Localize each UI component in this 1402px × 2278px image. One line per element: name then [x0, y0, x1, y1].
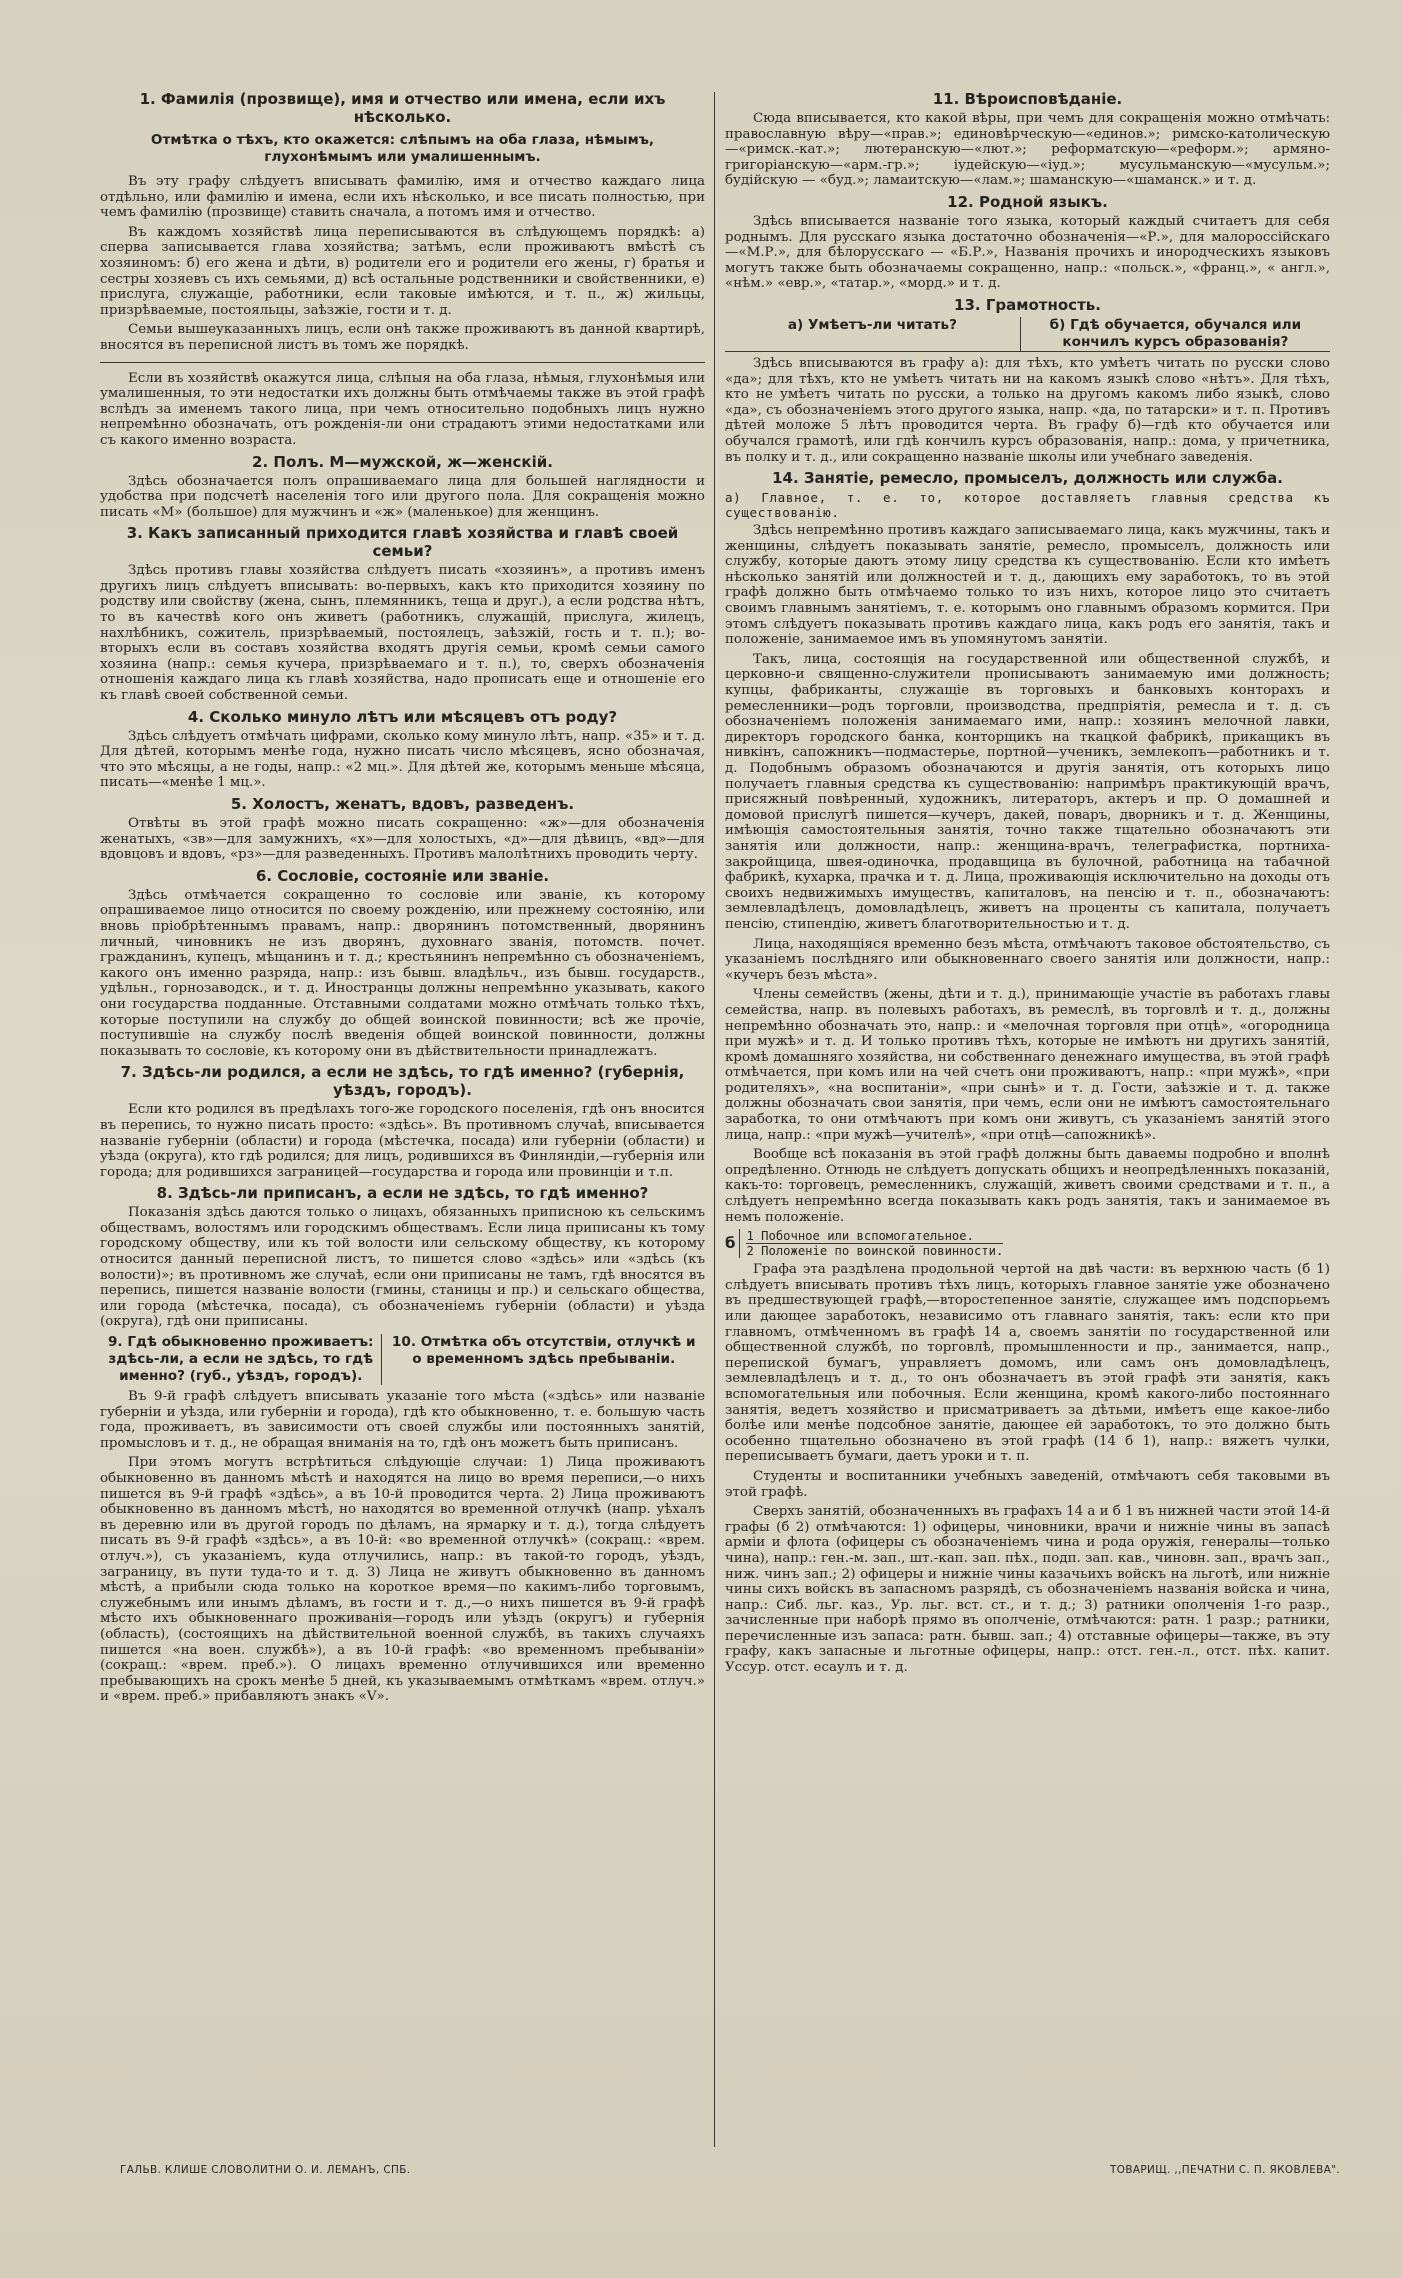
section-6-paragraph: Здѣсь отмѣчается сокращенно то сословіе или званіе, къ которому опрашиваемое лицо относится по своему рожденію, или прежнему состоянію, или вновь пріобрѣтеннымъ правамъ, напр.: дворянинъ потомственный, дворянинъ личный, чиновникъ не изъ дворянъ, духовнаго званія, потомств. почет. гражданинъ, купецъ, мѣщанинъ и т. д.; крестьянинъ непремѣнно съ обозначеніемъ, какого онъ именно разряда, напр.: изъ бывш. владѣльч., изъ бывш. государств., удѣльн., горнозаводск., и т. д. Иностранцы должны непремѣнно указывать, какого они государства подданные. Отставными солдатами можно отмѣчать только тѣхъ, которые поступили на службу до общей воинской повинности; всѣ же прочіе, поступившіе на службу послѣ введенія общей воинской повинности, должны показывать то сословіе, къ которому они въ дѣйствительности принадлежатъ. — [100, 887, 705, 1059]
divider-line — [100, 362, 705, 363]
section-1-paragraph: Въ каждомъ хозяйствѣ лица переписываются въ слѣдующемъ порядкѣ: а) сперва записывается глава хозяйства; затѣмъ, если проживаютъ вмѣстѣ съ хозяиномъ: б) его жена и дѣти, в) родители его и родители его жены, г) братья и сестры хозяевъ съ ихъ семьями, д) всѣ остальные родственники и свойственники, е) прислуга, служащіе, работники, если таковые имѣются, и т. п., ж) жильцы, призрѣваемые, постояльцы, заѣзжіе, гости и т. д. — [100, 224, 705, 318]
section-1-note: Отмѣтка о тѣхъ, кто окажется: слѣпымъ на оба глаза, нѣмымъ, глухонѣмымъ или умалишеннымъ. — [150, 132, 655, 165]
right-column — [725, 88, 1330, 1680]
section-13b-title: б) Гдѣ обучается, обучался или кончилъ курсъ образованія? — [1020, 317, 1330, 352]
section-14-paragraph: Графа эта раздѣлена продольной чертой на двѣ части: въ верхнюю часть (б 1) слѣдуетъ вписывать противъ тѣхъ лицъ, которыхъ главное занятіе уже обозначено въ предшествующей графѣ,—второстепенное занятіе, служащее имъ подспорьемъ или дающее заработокъ, независимо отъ главнаго занятія, такъ: если кто при главномъ, отмѣченномъ въ графѣ 14 а, своемъ занятіи по государственной или общественной службѣ, по торговлѣ, промышленности и пр., занимается, напр., перепиской бумагъ, управляетъ домомъ, или самъ онъ домовладѣлецъ, землевладѣлецъ и т. д., то онъ обозначаетъ въ этой графѣ эти занятія, какъ вспомогательныя или побочныя. Если женщина, кромѣ какого-либо постояннаго занятія, ведетъ хозяйство и присматриваетъ за дѣтьми, имѣетъ еще какое-либо болѣе или менѣе подсобное занятіе, дающее ей заработокъ, то это должно быть особенно тщательно обозначено въ этой графѣ (14 б 1), напр.: вяжетъ чулки, переписываетъ бумаги, даетъ уроки и т. п. — [725, 1262, 1330, 1465]
section-3-paragraph: Здѣсь противъ главы хозяйства слѣдуетъ писать «хозяинъ», а противъ именъ другихъ лицъ слѣдуетъ вписывать: во-первыхъ, какъ кто приходится хозяину по родству или свойству (жена, сынъ, племянникъ, теща и друг.), а если родства нѣтъ, то въ качествѣ кого онъ живетъ (работникъ, служащій, прислуга, жилецъ, нахлѣбникъ, сожитель, призрѣваемый, постоялецъ, заѣзжій, гость и т. п.); во-вторыхъ если въ составъ хозяйства входятъ другія семьи, кромѣ семьи самого хозяина (напр.: семья кучера, призрѣваемаго и т. п.), то, сверхъ обозначенія отношенія каждаго лица къ главѣ хозяйства, надо прописать еще и отношеніе его къ главѣ своей собственной семьи. — [100, 563, 705, 704]
section-9-paragraph: Въ 9-й графѣ слѣдуетъ вписывать указаніе того мѣста («здѣсь» или названіе губерніи и уѣзда, или губерніи и города), гдѣ кто обыкновенно, т. е. большую часть года, проживаетъ, въ зависимости отъ своей службы или постоянныхъ занятій, промысловъ и т. д., не обращая вниманія на то, гдѣ онъ можетъ быть приписанъ. — [100, 1389, 705, 1451]
section-9-paragraph: При этомъ могутъ встрѣтиться слѣдующіе случаи: 1) Лица проживаютъ обыкновенно въ данномъ мѣстѣ и находятся на лицо во время переписи,—о нихъ пишется въ 9-й графѣ «здѣсь», а въ 10-й проводится черта. 2) Лица проживаютъ обыкновенно въ данномъ мѣстѣ, но находятся во временной отлучкѣ (напр. уѣхалъ въ деревню или въ другой городъ по дѣламъ, на ярмарку и т. д.), тогда слѣдуетъ писать въ 9-й графѣ «здѣсь», а въ 10-й: «во временной отлучкѣ» (сокращ.: «врем. отлуч.»), съ указаніемъ, куда отлучились, напр.: въ такой-то городъ, уѣздъ, заграницу, въ пути туда-то и т. д. 3) Лица не живутъ обыкновенно въ данномъ мѣстѣ, а прибыли сюда только на короткое время—по какимъ-либо торговымъ, служебнымъ или инымъ дѣламъ, въ гости и т. д.,—о нихъ пишется въ 9-й графѣ мѣсто ихъ обыкновеннаго проживанія—городъ или уѣздъ (округъ) и губернія (область), (состоящихъ на дѣйствительной военной службѣ, въ такихъ случаяхъ пишется «на воен. службѣ»), а въ 10-й графѣ: «во временномъ пребываніи» (сокращ.: «врем. преб.»). О лицахъ временно отлучившихся или временно пребывающихъ на срокъ менѣе 5 дней, къ указываемымъ отмѣткамъ «врем. отлуч.» и «врем. преб.» прибавляютъ знакъ «V». — [100, 1455, 705, 1705]
section-14b1-title: 1 Побочное или вспомогательное. — [746, 1229, 1003, 1244]
section-5-title: 5. Холостъ, женатъ, вдовъ, разведенъ. — [230, 795, 575, 813]
section-14-paragraph: Члены семействъ (жены, дѣти и т. д.), принимающіе участіе въ работахъ главы семейства, напр. въ полевыхъ работахъ, въ ремеслѣ, въ торговлѣ и т. д., должны непремѣнно обозначать это, напр.: и «мелочная торговля при отцѣ», «огородница при мужѣ» и т. д. И только противъ тѣхъ, которые не имѣютъ ни другихъ занятій, кромѣ домашняго хозяйства, ни собственнаго денежнаго имущества, въ этой графѣ отмѣчается, при комъ или на чей счетъ они проживаютъ, напр.: «при мужѣ», «при родителяхъ», «на воспитаніи», «при сынѣ» и т. д. Гости, заѣзжіе и т. д. также должны обозначать свои занятія, при чемъ, если они не имѣютъ самостоятельнаго заработка, то они отмѣчаютъ при комъ они живутъ, съ указаніемъ занятій этого лица, напр.: «при мужѣ—учителѣ», «при отцѣ—сапожникѣ». — [725, 987, 1330, 1143]
section-14-paragraph: Вообще всѣ показанія въ этой графѣ должны быть даваемы подробно и вполнѣ опредѣленно. Отнюдь не слѣдуетъ допускать общихъ и неопредѣленныхъ показаній, какъ-то: торговецъ, ремесленникъ, служащій, живетъ своими средствами и т. п., а слѣдуетъ непремѣнно всегда показывать какъ родъ занятія, такъ и занимаемое въ немъ положеніе. — [725, 1147, 1330, 1225]
section-2-title: 2. Полъ. М—мужской, ж—женскій. — [252, 452, 553, 471]
section-3-title: 3. Какъ записанный приходится главѣ хозяйства и главѣ своей семьи? — [126, 524, 679, 561]
section-13a-title: а) Умѣетъ-ли читать? — [725, 317, 1020, 352]
section-12-paragraph: Здѣсь вписывается названіе того языка, который каждый считаетъ для себя роднымъ. Для русскаго языка достаточно обозначенія—«Р.», для малороссійскаго—«М.Р.», для бѣлорусскаго — «Б.Р.», Названія прочихъ и инородческихъ языковъ могутъ также быть обозначаемы сокращенно, напр.: «польск.», «франц.», « англ.», «нѣм.» «евр.», «татар.», «морд.» и т. д. — [725, 213, 1330, 292]
section-14-paragraph: Такъ, лица, состоящія на государственной или общественной службѣ, и церковно-и священно-служители прописываютъ занимаемую ими должность; купцы, фабриканты, служащіе въ торговыхъ и банковыхъ конторахъ и ремесленники—родъ торговли, производства, предпріятія, ремесла и т. д. съ обозначеніемъ положенія занимаемаго ими, напр.: хозяинъ мелочной лавки, директоръ городского банка, конторщикъ на ткацкой фабрикѣ, прикащикъ въ нивкінъ, сапожникъ—подмастерье, портной—ученикъ, землекопъ—работникъ и т. д. Подобнымъ образомъ обозначаются и другія занятія, отъ которыхъ лицо получаетъ главныя средства къ существованію: напримѣръ практикующій врачъ, присяжный повѣренный, художникъ, литераторъ, актеръ и пр. О домашней и домовой прислугѣ пишется—кучеръ, дакей, поваръ, дворникъ и т. д. Женщины, имѣющія самостоятельныя занятія, точно также тщательно обозначаютъ эти занятія или должности, напр.: женщина-врачъ, телеграфистка, портниха-закройщица, швея-одиночка, продавщица въ булочной, работница на табачной фабрикѣ, кухарка, прачка и т. д. Лица, проживающія исключительно на доходы отъ своихъ недвижимыхъ имуществъ, капиталовъ, на пенсію и т. п., обозначаютъ: землевладѣлецъ, домовладѣлецъ, живетъ на проценты съ капитала, получаетъ пенсію, стипендію, живетъ благотворительностью и т. д. — [725, 651, 1330, 932]
section-13-title: 13. Грамотность. — [954, 295, 1101, 314]
printer-credit-right: ТОВАРИЩ. ,,ПЕЧАТНИ С. П. ЯКОВЛЕВА". — [1110, 2164, 1341, 2176]
section-14-paragraph: Сверхъ занятій, обозначенныхъ въ графахъ 14 а и б 1 въ нижней части этой 14-й графы (б 2) отмѣчаются: 1) офицеры, чиновники, врачи и нижніе чины въ запасѣ арміи и флота (офицеры съ обозначеніемъ чина и рода оружія, генералы—только чина), напр.: ген.-м. зап., шт.-кап. зап. пѣх., подп. зап. кав., чиновн. зап., врачъ зап., ниж. чинъ зап.; 2) офицеры и нижніе чины казачьихъ войскъ на льготѣ, или нижніе чины сихъ войскъ въ запасномъ разрядѣ, съ обозначеніемъ названія войска и чина, напр.: Сиб. льг. каз., Ур. льг. вст. ст., и т. д.; 3) ратники ополченія 1-го разр., зачисленные при наборѣ прямо въ ополченіе, отмѣчаются: ратн. 1 разр.; ратники, перечисленные изъ запаса: ратн. бывш. зап.; 4) отставные офицеры—также, въ эту графу, какъ запасные и льготные офицеры, напр.: отст. ген.-л., отст. пѣх. капит. Уссур. отст. есаулъ и т. д. — [725, 1504, 1330, 1676]
section-14-paragraph: Лица, находящіяся временно безъ мѣста, отмѣчаютъ таковое обстоятельство, съ указаніемъ послѣдняго или обыкновеннаго своего занятія или должности, напр.: «кучеръ безъ мѣста». — [725, 936, 1330, 983]
section-1-paragraph: Въ эту графу слѣдуетъ вписывать фамилію, имя и отчество каждаго лица отдѣльно, или фамилію и имена, если ихъ нѣсколько, и все писать полностью, при чемъ фамилію (прозвище) ставить сначала, а потомъ имя и отчество. — [100, 174, 705, 221]
section-8-title: 8. Здѣсь-ли приписанъ, а если не здѣсь, то гдѣ именно? — [156, 1184, 649, 1203]
section-14a-subtitle: а) Главное, т. е. то, которое доставляетъ главныя средства къ существованію. — [725, 490, 1330, 521]
section-1-title: 1. Фамилія (прозвище), имя и отчество или имена, если ихъ нѣсколько. — [139, 90, 666, 126]
section-6-title: 6. Сословіе, состояніе или званіе. — [255, 866, 550, 885]
section-1-paragraph: Если въ хозяйствѣ окажутся лица, слѣпыя на оба глаза, нѣмыя, глухонѣмыя или умалишенныя, то эти недостатки ихъ должны быть отмѣчаемы также въ этой графѣ вслѣдъ за именемъ такого лица, при чемъ относительно подобныхъ лицъ нужно непремѣнно обозначать, отъ рожденія-ли они страдаютъ этими недостатками или съ какого именно возраста. — [100, 370, 705, 448]
section-4-title: 4. Сколько минуло лѣтъ или мѣсяцевъ отъ роду? — [187, 707, 618, 726]
section-13-subheaders — [725, 317, 1330, 352]
section-8-paragraph: Показанія здѣсь даются только о лицахъ, обязанныхъ приписною къ сельскимъ обществамъ, волостямъ или городскимъ обществамъ. Если лица приписаны къ тому городскому обществу, или къ той волости или сельскому обществу, къ которому относится данный переписной листъ, то пишется слово «здѣсь» или «здѣсь (къ волости)»; въ противномъ же случаѣ, если они приписаны не тамъ, гдѣ вносятся въ перепись, пишется названіе волости (гмины, станицы и пр.) и сельскаго общества, или города (мѣстечка, посада), съ обозначеніемъ губерніи (области) и уѣзда (округа), гдѣ они приписаны. — [100, 1205, 705, 1330]
section-5-paragraph: Отвѣты въ этой графѣ можно писать сокращенно: «ж»—для обозначенія женатыхъ, «зв»—для замужнихъ, «х»—для холостыхъ, «д»—для дѣвицъ, «вд»—для вдовцовъ и вдовъ, «рз»—для разведенныхъ. Противъ малолѣтнихъ проводить черту. — [100, 816, 705, 863]
section-2-paragraph: Здѣсь обозначается полъ опрашиваемаго лица для большей наглядности и удобства при подсчетѣ населенія того или другого пола. Для сокращенія можно писать «М» (большое) для мужчинъ и «ж» (маленькое) для женщинъ. — [100, 473, 705, 520]
section-14b2-title: 2 Положеніе по воинской повинности. — [746, 1244, 1004, 1259]
section-14-paragraph: Здѣсь непремѣнно противъ каждаго записываемаго лица, какъ мужчины, такъ и женщины, слѣдуетъ показывать занятіе, ремесло, промыселъ, должность или службу, которые даютъ этому лицу средства къ существованію. Если кто имѣетъ нѣсколько занятій или должностей и т. д., дающихъ ему заработокъ, то въ этой графѣ должно быть отмѣчаемо только то изъ нихъ, которое лицо это считаетъ своимъ главнымъ занятіемъ, т. е. которымъ оно главнымъ образомъ кормится. При этомъ слѣдуетъ показывать противъ каждаго лица, какъ родъ его занятія, такъ и положеніе, занимаемое имъ въ упомянутомъ занятіи. — [725, 523, 1330, 648]
section-14b-label: б — [725, 1233, 736, 1252]
section-4-paragraph: Здѣсь слѣдуетъ отмѣчать цифрами, сколько кому минуло лѣтъ, напр. «35» и т. д. Для дѣтей, которымъ менѣе года, нужно писать число мѣсяцевъ, ясно обозначая, что это мѣсяцы, а не годы, напр.: «2 мц.». Для дѣтей же, которымъ меньше мѣсяца, писать—«менѣе 1 мц.». — [100, 728, 705, 791]
section-11-title: 11. Вѣроисповѣданіе. — [932, 90, 1123, 108]
section-14-paragraph: Студенты и воспитанники учебныхъ заведеній, отмѣчаютъ себя таковыми въ этой графѣ. — [725, 1468, 1330, 1500]
sections-9-10-header — [100, 1334, 705, 1385]
section-9-title: 9. Гдѣ обыкновенно проживаетъ: здѣсь-ли, а если не здѣсь, то гдѣ именно? (губ., уѣздъ, городъ). — [107, 1334, 374, 1385]
section-7-title: 7. Здѣсь-ли родился, а если не здѣсь, то гдѣ именно? (губернія, уѣздъ, городъ). — [120, 1063, 685, 1100]
left-column — [100, 88, 705, 1709]
section-10-title: 10. Отмѣтка объ отсутствіи, отлучкѣ и о временномъ здѣсь пребываніи. — [381, 1334, 705, 1385]
column-divider — [714, 92, 715, 2147]
section-14-title: 14. Занятіе, ремесло, промыселъ, должность или служба. — [772, 469, 1283, 488]
printer-credit-left: ГАЛЬВ. КЛИШЕ СЛОВОЛИТНИ О. И. ЛЕМАНЪ, СПБ. — [120, 2164, 411, 2176]
section-1-paragraph: Семьи вышеуказанныхъ лицъ, если онѣ также проживаютъ въ данной квартирѣ, вносятся въ переписной листъ въ томъ же порядкѣ. — [100, 322, 705, 353]
section-13-paragraph: Здѣсь вписываются въ графу а): для тѣхъ, кто умѣетъ читать по русски слово «да»; для тѣхъ, кто не умѣетъ читать ни на какомъ языкѣ слово «нѣтъ». Для тѣхъ, кто не умѣетъ читать по русски, а только на другомъ какомъ либо языкѣ, слово «да», съ обозначеніемъ этого другого языка, напр. «да, по татарски» и т. п. Противъ дѣтей моложе 5 лѣтъ проводится черта. Въ графу б)—гдѣ кто обучается или обучался грамотѣ, или гдѣ кончилъ курсъ образованія, напр.: дома, у причетника, въ полку и т. д., или сокращенно названіе школы или учебнаго заведенія. — [725, 355, 1330, 465]
section-12-title: 12. Родной языкъ. — [947, 192, 1108, 211]
section-11-paragraph: Сюда вписывается, кто какой вѣры, при чемъ для сокращенія можно отмѣчать: православную вѣру—«прав.»; единовѣрческую—«единов.»; римско-католическую—«римск.-кат.»; лютеранскую—«лют.»; реформатскую—«реформ.»; армяно-григоріанскую—«арм.-гр.»; іудейскую—«іуд.»; мусульманскую—«мусульм.»; будійскую — «буд.»; ламаитскую—«лам.»; шаманскую—«шаманск.» и т. д. — [725, 111, 1330, 189]
section-14b-header — [725, 1229, 1330, 1258]
section-7-paragraph: Если кто родился въ предѣлахъ того-же городского поселенія, гдѣ онъ вносится въ перепись, то нужно писать просто: «здѣсь». Въ противномъ случаѣ, вписывается названіе губерніи (области) и города (мѣстечка, посада) или губерніи (области) и уѣзда (округа), кто гдѣ родился; для лицъ, родившихся въ Финляндіи,—губернія или города; для родившихся заграницей—государства и города или провинціи и т.п. — [100, 1102, 705, 1180]
section-14b-lines — [739, 1229, 1003, 1258]
